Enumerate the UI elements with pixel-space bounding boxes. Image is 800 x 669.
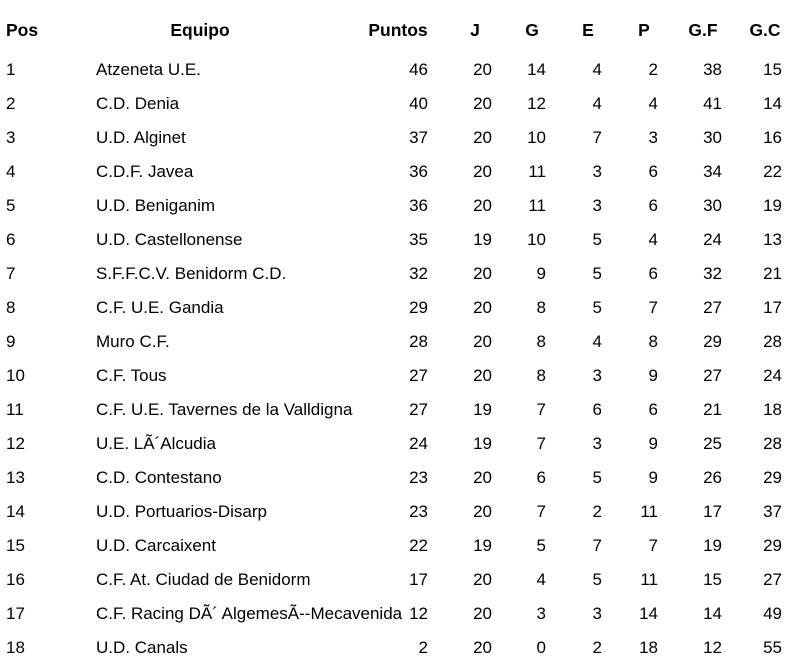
cell-pos: 13 xyxy=(6,467,25,487)
cell-pos: 15 xyxy=(6,535,25,555)
cell-equipo: C.D.F. Javea xyxy=(96,161,194,181)
cell-p: 4 xyxy=(648,93,658,113)
cell-gc: 21 xyxy=(763,263,782,283)
cell-j: 19 xyxy=(473,229,492,249)
cell-gf: 17 xyxy=(703,501,722,521)
cell-gf: 15 xyxy=(703,569,722,589)
table-header xyxy=(0,14,796,52)
cell-j: 20 xyxy=(473,195,492,215)
cell-p: 11 xyxy=(640,569,658,589)
cell-puntos: 23 xyxy=(409,501,428,521)
cell-puntos: 2 xyxy=(418,637,428,657)
column-header-gf: G.F xyxy=(688,20,718,41)
cell-puntos: 23 xyxy=(409,467,428,487)
cell-pos: 5 xyxy=(6,195,16,215)
cell-equipo: Muro C.F. xyxy=(96,331,170,351)
cell-e: 3 xyxy=(592,161,602,181)
column-header-equipo: Equipo xyxy=(170,20,230,41)
cell-pos: 9 xyxy=(6,331,16,351)
cell-e: 2 xyxy=(592,501,602,521)
cell-g: 3 xyxy=(536,603,546,623)
cell-puntos: 24 xyxy=(409,433,428,453)
cell-equipo: C.F. U.E. Gandia xyxy=(96,297,224,317)
cell-g: 4 xyxy=(536,569,546,589)
table-row xyxy=(0,154,796,188)
cell-j: 20 xyxy=(473,127,492,147)
cell-equipo: U.D. Portuarios-Disarp xyxy=(96,501,267,521)
cell-p: 7 xyxy=(648,535,658,555)
table-row xyxy=(0,460,796,494)
cell-puntos: 12 xyxy=(409,603,428,623)
cell-g: 10 xyxy=(527,229,546,249)
cell-g: 7 xyxy=(536,501,546,521)
cell-e: 3 xyxy=(592,433,602,453)
cell-gf: 29 xyxy=(703,331,722,351)
cell-puntos: 40 xyxy=(409,93,428,113)
cell-g: 7 xyxy=(536,433,546,453)
cell-g: 6 xyxy=(536,467,546,487)
cell-gf: 21 xyxy=(703,399,722,419)
cell-j: 20 xyxy=(473,93,492,113)
cell-j: 19 xyxy=(473,433,492,453)
cell-pos: 18 xyxy=(6,637,25,657)
cell-g: 0 xyxy=(536,637,546,657)
cell-e: 6 xyxy=(592,399,602,419)
cell-equipo: C.F. Racing DÃ´ AlgemesÃ--Mecavenida xyxy=(96,603,403,623)
table-body xyxy=(0,52,796,664)
cell-equipo: U.E. LÃ´Alcudia xyxy=(96,433,216,453)
cell-pos: 6 xyxy=(6,229,16,249)
cell-pos: 7 xyxy=(6,263,16,283)
cell-j: 20 xyxy=(473,161,492,181)
table-row xyxy=(0,528,796,562)
cell-pos: 10 xyxy=(6,365,25,385)
cell-p: 11 xyxy=(640,501,658,521)
cell-e: 5 xyxy=(592,263,602,283)
cell-j: 19 xyxy=(473,535,492,555)
cell-gf: 12 xyxy=(703,637,722,657)
cell-gf: 19 xyxy=(703,535,722,555)
cell-gf: 24 xyxy=(703,229,722,249)
cell-pos: 2 xyxy=(6,93,16,113)
cell-e: 3 xyxy=(592,603,602,623)
cell-j: 20 xyxy=(473,501,492,521)
cell-puntos: 46 xyxy=(409,59,428,79)
cell-p: 6 xyxy=(648,195,658,215)
cell-puntos: 36 xyxy=(409,161,428,181)
table-row xyxy=(0,426,796,460)
table-header-row xyxy=(0,14,796,52)
table-row xyxy=(0,392,796,426)
cell-gc: 55 xyxy=(763,637,782,657)
cell-equipo: C.D. Denia xyxy=(96,93,180,113)
cell-gf: 14 xyxy=(703,603,722,623)
cell-g: 5 xyxy=(536,535,546,555)
cell-p: 2 xyxy=(648,59,658,79)
cell-g: 14 xyxy=(527,59,546,79)
cell-j: 20 xyxy=(473,331,492,351)
cell-e: 3 xyxy=(592,365,602,385)
cell-puntos: 17 xyxy=(409,569,428,589)
cell-puntos: 37 xyxy=(409,127,428,147)
cell-gf: 38 xyxy=(703,59,722,79)
cell-gf: 30 xyxy=(703,127,722,147)
cell-e: 4 xyxy=(592,59,602,79)
cell-pos: 8 xyxy=(6,297,16,317)
cell-e: 7 xyxy=(592,535,602,555)
cell-equipo: S.F.F.C.V. Benidorm C.D. xyxy=(96,263,287,283)
cell-gc: 17 xyxy=(763,297,782,317)
cell-g: 12 xyxy=(527,93,546,113)
cell-equipo: C.F. Tous xyxy=(96,365,167,385)
cell-equipo: U.D. Castellonense xyxy=(96,229,243,249)
cell-pos: 11 xyxy=(6,399,24,419)
cell-pos: 12 xyxy=(6,433,25,453)
cell-gf: 30 xyxy=(703,195,722,215)
cell-pos: 16 xyxy=(6,569,25,589)
cell-gf: 25 xyxy=(703,433,722,453)
cell-j: 19 xyxy=(473,399,492,419)
cell-pos: 3 xyxy=(6,127,16,147)
cell-equipo: U.D. Canals xyxy=(96,637,188,657)
cell-g: 11 xyxy=(528,195,546,215)
cell-puntos: 35 xyxy=(409,229,428,249)
cell-g: 8 xyxy=(536,331,546,351)
table-row xyxy=(0,52,796,86)
cell-p: 8 xyxy=(648,331,658,351)
cell-p: 4 xyxy=(648,229,658,249)
column-header-gc: G.C xyxy=(749,20,781,41)
table-row xyxy=(0,494,796,528)
cell-p: 3 xyxy=(648,127,658,147)
cell-gf: 32 xyxy=(703,263,722,283)
column-header-j: J xyxy=(470,20,480,41)
league-standings-table xyxy=(0,14,796,664)
cell-j: 20 xyxy=(473,603,492,623)
cell-p: 7 xyxy=(648,297,658,317)
cell-gf: 41 xyxy=(703,93,722,113)
cell-j: 20 xyxy=(473,365,492,385)
table-row xyxy=(0,324,796,358)
cell-gc: 22 xyxy=(763,161,782,181)
cell-g: 7 xyxy=(536,399,546,419)
cell-puntos: 28 xyxy=(409,331,428,351)
cell-gc: 19 xyxy=(763,195,782,215)
table-row xyxy=(0,256,796,290)
cell-puntos: 27 xyxy=(409,399,428,419)
cell-p: 6 xyxy=(648,399,658,419)
cell-pos: 17 xyxy=(6,603,25,623)
cell-pos: 14 xyxy=(6,501,25,521)
cell-e: 5 xyxy=(592,569,602,589)
cell-puntos: 27 xyxy=(409,365,428,385)
cell-equipo: U.D. Beniganim xyxy=(96,195,216,215)
cell-e: 4 xyxy=(592,93,602,113)
table-row xyxy=(0,222,796,256)
cell-gc: 28 xyxy=(763,433,782,453)
cell-e: 4 xyxy=(592,331,602,351)
cell-gf: 27 xyxy=(703,365,722,385)
cell-g: 8 xyxy=(536,365,546,385)
cell-equipo: C.D. Contestano xyxy=(96,467,222,487)
cell-e: 2 xyxy=(592,637,602,657)
cell-gc: 14 xyxy=(763,93,782,113)
table-row xyxy=(0,562,796,596)
cell-gc: 24 xyxy=(763,365,782,385)
cell-j: 20 xyxy=(473,263,492,283)
cell-e: 5 xyxy=(592,467,602,487)
table-row xyxy=(0,630,796,664)
cell-p: 18 xyxy=(639,637,658,657)
cell-gc: 13 xyxy=(763,229,782,249)
cell-gc: 16 xyxy=(763,127,782,147)
cell-j: 20 xyxy=(473,297,492,317)
cell-gf: 27 xyxy=(703,297,722,317)
cell-equipo: C.F. At. Ciudad de Benidorm xyxy=(96,569,311,589)
table-row xyxy=(0,290,796,324)
cell-puntos: 29 xyxy=(409,297,428,317)
cell-gc: 15 xyxy=(763,59,782,79)
table-row xyxy=(0,86,796,120)
table-row xyxy=(0,358,796,392)
cell-j: 20 xyxy=(473,637,492,657)
cell-equipo: U.D. Alginet xyxy=(96,127,186,147)
cell-gf: 26 xyxy=(703,467,722,487)
column-header-p: P xyxy=(638,20,650,41)
cell-equipo: U.D. Carcaixent xyxy=(96,535,216,555)
cell-p: 6 xyxy=(648,263,658,283)
cell-gc: 29 xyxy=(763,467,782,487)
cell-puntos: 36 xyxy=(409,195,428,215)
cell-gc: 37 xyxy=(763,501,782,521)
cell-gc: 49 xyxy=(763,603,782,623)
cell-j: 20 xyxy=(473,467,492,487)
column-header-e: E xyxy=(582,20,594,41)
column-header-puntos: Puntos xyxy=(368,20,428,41)
column-header-pos: Pos xyxy=(6,20,39,41)
cell-g: 9 xyxy=(536,263,546,283)
table-row xyxy=(0,188,796,222)
cell-gc: 27 xyxy=(763,569,782,589)
cell-p: 9 xyxy=(648,467,658,487)
column-header-g: G xyxy=(525,20,539,41)
cell-p: 9 xyxy=(648,433,658,453)
cell-g: 8 xyxy=(536,297,546,317)
cell-p: 6 xyxy=(648,161,658,181)
cell-j: 20 xyxy=(473,569,492,589)
cell-gc: 28 xyxy=(763,331,782,351)
cell-g: 10 xyxy=(527,127,546,147)
cell-e: 7 xyxy=(592,127,602,147)
table-row xyxy=(0,120,796,154)
cell-pos: 4 xyxy=(6,161,16,181)
cell-gf: 34 xyxy=(703,161,722,181)
cell-j: 20 xyxy=(473,59,492,79)
cell-pos: 1 xyxy=(6,59,16,79)
cell-puntos: 22 xyxy=(409,535,428,555)
cell-e: 5 xyxy=(592,229,602,249)
cell-equipo: C.F. U.E. Tavernes de la Valldigna xyxy=(96,399,353,419)
cell-puntos: 32 xyxy=(409,263,428,283)
cell-gc: 18 xyxy=(763,399,782,419)
cell-gc: 29 xyxy=(763,535,782,555)
cell-e: 3 xyxy=(592,195,602,215)
cell-e: 5 xyxy=(592,297,602,317)
cell-equipo: Atzeneta U.E. xyxy=(96,59,201,79)
cell-p: 9 xyxy=(648,365,658,385)
table-row xyxy=(0,596,796,630)
cell-g: 11 xyxy=(528,161,546,181)
cell-p: 14 xyxy=(639,603,658,623)
